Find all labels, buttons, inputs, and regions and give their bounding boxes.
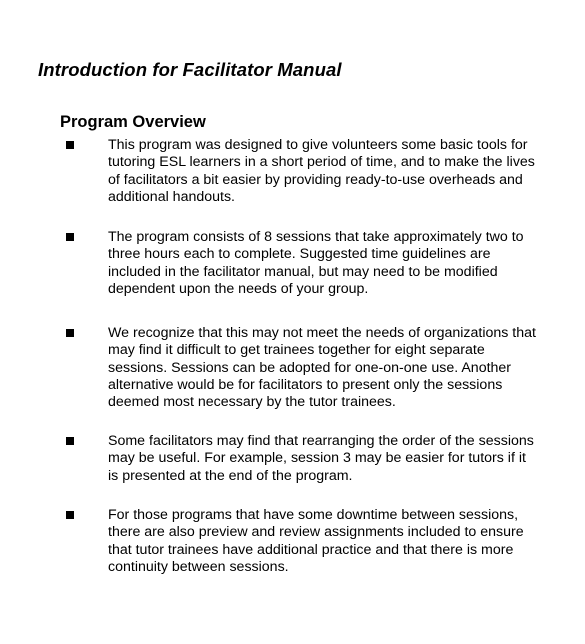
square-bullet-icon <box>66 511 74 519</box>
section-heading: Program Overview <box>60 113 206 131</box>
square-bullet-icon <box>66 437 74 445</box>
bullet-text: This program was designed to give volunteers some basic tools for tutoring ESL learners in a short period of time, and to make the lives of facilitators a bit easier by providing ready-to-use overheads and additional handouts. <box>108 137 535 205</box>
document-title: Introduction for Facilitator Manual <box>38 59 342 80</box>
bullet-text: We recognize that this may not meet the needs of organizations that may find it difficult to get trainees together for eight separate sessions. Sessions can be adopted for one-on-one use. Another alternative would be for facilitators to present only the sessions deemed most necessary by the tutor trainees. <box>108 325 536 411</box>
square-bullet-icon <box>66 329 74 337</box>
bullet-text: Some facilitators may find that rearranging the order of the sessions may be useful. For example, session 3 may be easier for tutors if it is presented at the end of the program. <box>108 433 534 484</box>
bullet-text: For those programs that have some downtime between sessions, there are also preview and review assignments included to ensure that tutor trainees have additional practice and that there is more continuity between sessions. <box>108 507 524 575</box>
square-bullet-icon <box>66 141 74 149</box>
square-bullet-icon <box>66 233 74 241</box>
bullet-text: The program consists of 8 sessions that take approximately two to three hours each to complete. Suggested time guidelines are included in the facilitator manual, but may need to be modified dependent upon the needs of your group. <box>108 229 524 297</box>
